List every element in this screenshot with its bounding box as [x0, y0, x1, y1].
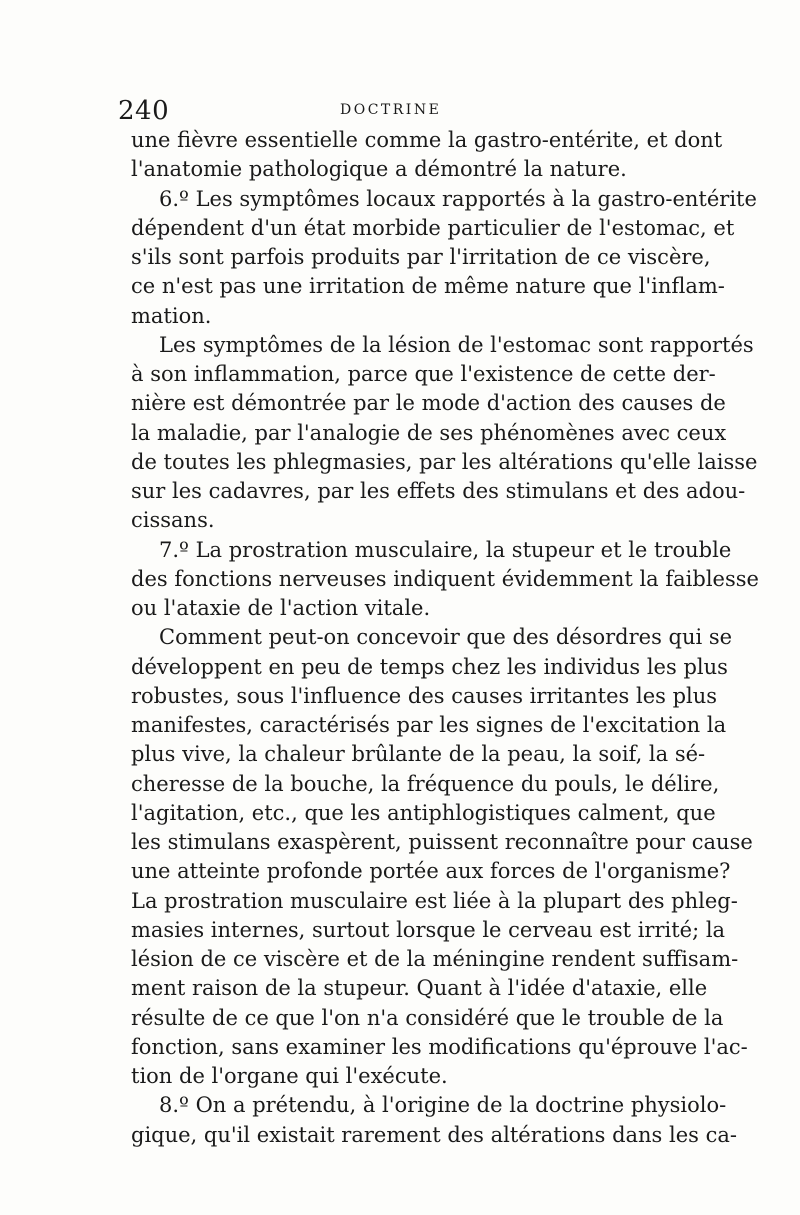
text-line: une atteinte profonde portée aux forces de l'organisme?: [131, 859, 731, 884]
text-line: l'anatomie pathologique a démontré la nature.: [131, 157, 627, 182]
text-line: 8.º On a prétendu, à l'origine de la doctrine physiolo-: [159, 1093, 727, 1118]
text-line: à son inflammation, parce que l'existence de cette der-: [131, 362, 716, 386]
page-header: [118, 96, 678, 126]
page-number: 240: [118, 96, 170, 126]
text-line: la maladie, par l'analogie de ses phénomènes avec ceux: [131, 420, 727, 445]
text-line: ou l'ataxie de l'action vitale.: [131, 596, 431, 620]
text-line: Comment peut-on concevoir que des désordres qui se: [159, 625, 733, 650]
text-line: tion de l'organe qui l'exécute.: [131, 1064, 448, 1088]
text-line: robustes, sous l'influence des causes irritantes les plus: [131, 683, 718, 708]
text-line: plus vive, la chaleur brûlante de la peau, la soif, la sé-: [131, 742, 706, 767]
text-line: les stimulans exaspèrent, puissent reconnaître pour cause: [131, 830, 753, 854]
text-line: La prostration musculaire est liée à la plupart des phleg-: [131, 888, 738, 913]
text-line: gique, qu'il existait rarement des altérations dans les ca-: [131, 1122, 737, 1147]
text-line: cissans.: [131, 508, 215, 533]
text-line: l'agitation, etc., que les antiphlogistiques calment, que: [131, 800, 716, 825]
body-text: [131, 126, 759, 1150]
text-line: ment raison de la stupeur. Quant à l'idée d'ataxie, elle: [131, 976, 708, 1001]
text-line: s'ils sont parfois produits par l'irritation de ce viscère,: [131, 245, 711, 269]
text-line: lésion de ce viscère et de la méningine rendent suffisam-: [131, 947, 739, 971]
text-line: masies internes, surtout lorsque le cerveau est irrité; la: [131, 917, 726, 942]
text-line: fonction, sans examiner les modifications qu'éprouve l'ac-: [131, 1034, 748, 1059]
running-title: DOCTRINE: [340, 102, 442, 118]
text-line: dépendent d'un état morbide particulier de l'estomac, et: [131, 215, 735, 240]
text-line: 7.º La prostration musculaire, la stupeur et le trouble: [159, 537, 732, 562]
text-line: 6.º Les symptômes locaux rapportés à la gastro-entérite: [159, 186, 757, 211]
text-line: sur les cadavres, par les effets des stimulans et des adou-: [131, 479, 746, 503]
text-line: ce n'est pas une irritation de même nature que l'inflam-: [131, 274, 725, 299]
text-line: manifestes, caractérisés par les signes de l'excitation la: [131, 713, 727, 737]
text-line: cheresse de la bouche, la fréquence du pouls, le délire,: [131, 771, 720, 796]
text-line: nière est démontrée par le mode d'action des causes de: [131, 391, 726, 416]
text-line: Les symptômes de la lésion de l'estomac sont rapportés: [159, 332, 754, 357]
text-line: une fièvre essentielle comme la gastro-entérite, et dont: [131, 128, 723, 152]
text-line: de toutes les phlegmasies, par les altérations qu'elle laisse: [131, 449, 758, 474]
text-line: résulte de ce que l'on n'a considéré que le trouble de la: [131, 1005, 724, 1030]
text-line: mation.: [131, 303, 212, 328]
text-line: des fonctions nerveuses indiquent évidemment la faiblesse: [131, 566, 759, 591]
text-line: développent en peu de temps chez les individus les plus: [131, 654, 728, 679]
